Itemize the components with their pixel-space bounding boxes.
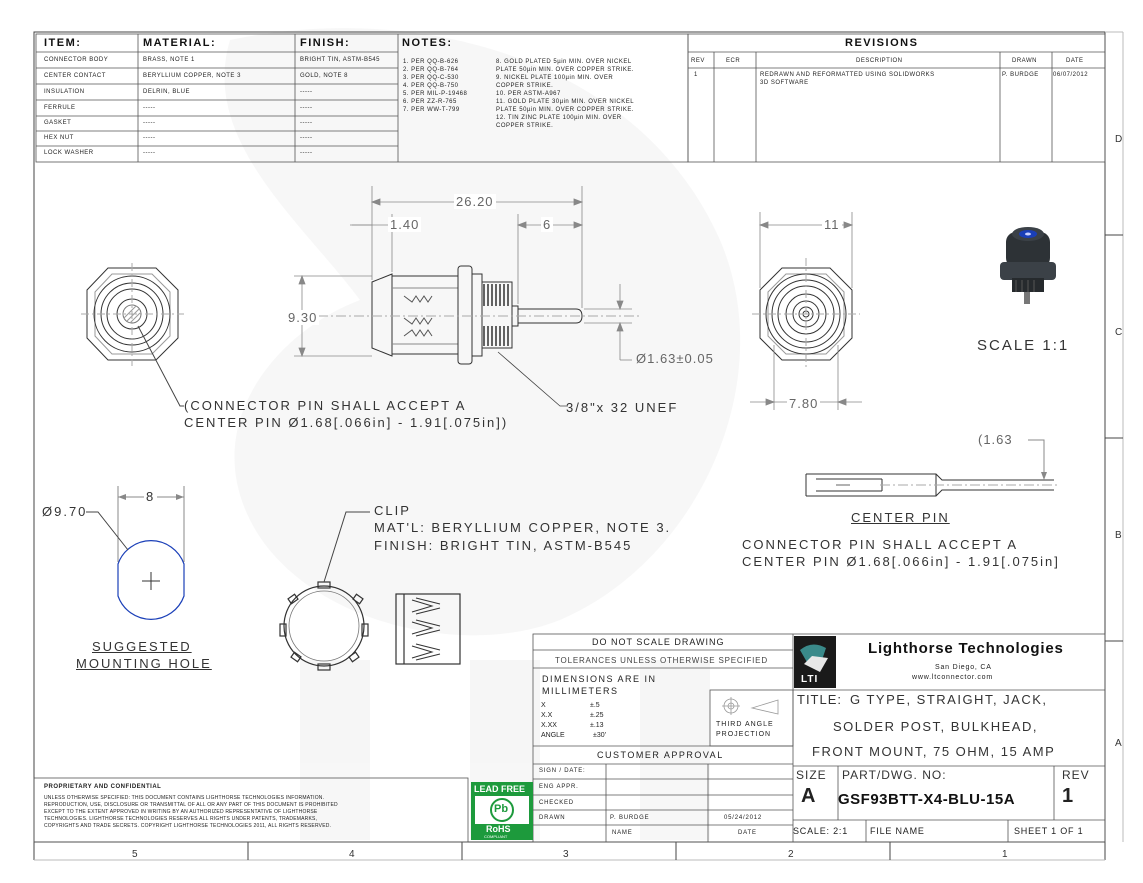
sheet-scale: SCALE: 2:1 (793, 826, 849, 836)
row-finish: ----- (300, 135, 313, 141)
proprietary-line: REPRODUCTION, USE, DISCLOSURE OR TRANSMITTAL OF ALL OR ANY PART OF THIS DOCUMENT IS PROHIBITED (44, 802, 338, 808)
row-item: LOCK WASHER (44, 150, 94, 156)
dims-are-in-2: MILLIMETERS (542, 686, 619, 696)
date-header: DATE (1066, 58, 1084, 64)
rohs-label: RoHS (486, 824, 511, 834)
zone-1: 1 (1002, 849, 1008, 860)
projection-2: PROJECTION (716, 731, 772, 738)
mounting-hole-drawing (86, 486, 184, 619)
front-pin-note-1: (CONNECTOR PIN SHALL ACCEPT A (184, 398, 467, 413)
rev-value-big: 1 (1062, 785, 1074, 807)
dim-thread: 3/8"x 32 UNEF (566, 400, 679, 415)
proprietary-title: PROPRIETARY AND CONFIDENTIAL (44, 784, 162, 790)
dim-hex-width: 11 (824, 217, 840, 232)
header-material: MATERIAL: (143, 37, 217, 49)
size-label: SIZE (796, 768, 827, 782)
front-pin-note-2: CENTER PIN Ø1.68[.066in] - 1.91[.075in]) (184, 415, 509, 430)
description-header: DESCRIPTION (856, 58, 903, 64)
zone-2: 2 (788, 849, 794, 860)
dim-pin-dia: Ø1.63±0.05 (636, 351, 714, 366)
note-line: COPPER STRIKE. (496, 123, 554, 129)
dims-are-in-1: DIMENSIONS ARE IN (542, 674, 657, 684)
note-line: 1. PER QQ-B-626 (403, 59, 459, 65)
proprietary-line: EXCEPT TO THE EXTENT APPROVED IN WRITING BY AN AUTHORIZED REPRESENTATIVE OF LIGHTHORSE (44, 809, 318, 815)
part-number: GSF93BTT-X4-BLU-15A (838, 791, 1016, 808)
dim-front-length: 1.40 (390, 217, 420, 232)
company-city: San Diego, CA (935, 664, 992, 671)
zone-d: D (1115, 134, 1123, 145)
zone-3: 3 (563, 849, 569, 860)
row-item: CONNECTOR BODY (44, 57, 109, 63)
tol-value: ±.25 (590, 712, 604, 719)
zone-b: B (1115, 530, 1122, 541)
part-label: PART/DWG. NO: (842, 768, 947, 782)
drawn-label: DRAWN (539, 815, 566, 821)
name-label: NAME (612, 830, 633, 836)
revisions-title: REVISIONS (845, 37, 919, 49)
note-line: COPPER STRIKE. (496, 83, 554, 89)
dim-hole-flat: 8 (146, 489, 156, 504)
row-finish: ----- (300, 120, 313, 126)
tol-value: ±30' (593, 732, 606, 739)
mounting-hole-title-2: MOUNTING HOLE (76, 656, 212, 671)
dim-flat-width: 7.80 (789, 396, 819, 411)
revisions-grid (688, 34, 1105, 162)
title-line-1: G TYPE, STRAIGHT, JACK, (850, 692, 1048, 707)
dim-height: 9.30 (288, 310, 318, 325)
row-material: BRASS, NOTE 1 (143, 57, 195, 63)
connector-3d-image (1000, 227, 1056, 304)
title-line-2: SOLDER POST, BULKHEAD, (833, 719, 1038, 734)
clip-title: CLIP (374, 503, 411, 518)
note-line: 12. TIN ZINC PLATE 100µin MIN. OVER (496, 115, 622, 121)
front-view (81, 263, 184, 406)
header-item: ITEM: (44, 37, 82, 49)
note-line: 10. PER ASTM-A967 (496, 91, 561, 97)
row-material: ----- (143, 150, 156, 156)
company-url: www.ltconnector.com (912, 674, 993, 681)
dim-pin-length: 6 (543, 217, 552, 232)
zone-5: 5 (132, 849, 138, 860)
header-notes: NOTES: (402, 37, 453, 49)
note-line: 2. PER QQ-B-764 (403, 67, 459, 73)
rev-value: 1 (694, 72, 698, 78)
row-finish: BRIGHT TIN, ASTM-B545 (300, 57, 380, 63)
rohs-pb: Pb (494, 803, 509, 815)
size-value: A (801, 785, 816, 807)
tol-key: X (541, 702, 546, 709)
row-finish: ----- (300, 105, 313, 111)
clip-material: MAT'L: BERYLLIUM COPPER, NOTE 3. (374, 520, 672, 535)
row-finish: ----- (300, 150, 313, 156)
note-line: 4. PER QQ-B-750 (403, 83, 459, 89)
row-item: HEX NUT (44, 135, 74, 141)
row-material: ----- (143, 135, 156, 141)
eng-appr: ENG APPR. (539, 784, 579, 790)
note-line: PLATE 50µin MIN. OVER COPPER STRIKE. (496, 107, 635, 113)
tol-key: ANGLE (541, 732, 565, 739)
note-line: 7. PER WW-T-799 (403, 107, 460, 113)
row-material: DELRIN, BLUE (143, 89, 191, 95)
company-name: Lighthorse Technologies (868, 640, 1064, 657)
mounting-hole-title-1: SUGGESTED (92, 639, 192, 654)
note-line: 11. GOLD PLATE 30µin MIN. OVER NICKEL (496, 99, 635, 105)
note-line: 9. NICKEL PLATE 100µin MIN. OVER (496, 75, 614, 81)
proprietary-line: COPYRIGHTS AND TRADE SECRETS. COPYRIGHT LIGHTHORSE TECHNOLOGIES 2011, ALL RIGHTS RESERVED. (44, 823, 332, 829)
note-line: PLATE 50µin MIN. OVER COPPER STRIKE. (496, 67, 635, 73)
note-line: 8. GOLD PLATED 5µin MIN. OVER NICKEL (496, 59, 632, 65)
tol-value: ±.13 (590, 722, 604, 729)
dim-overall-length: 26.20 (456, 194, 494, 209)
title-label: TITLE: (797, 692, 843, 707)
proprietary-line: UNLESS OTHERWISE SPECIFIED: THIS DOCUMENT CONTAINS LIGHTHORSE TECHNOLOGIES INFORMATION. (44, 795, 325, 801)
rev-drawn: P. BURDGE (1002, 72, 1039, 78)
drawn-by: P. BURDGE (610, 815, 650, 821)
note-line: 3. PER QQ-C-530 (403, 75, 459, 81)
dim-hole-dia: Ø9.70 (42, 504, 88, 519)
row-item: INSULATION (44, 89, 85, 95)
zone-a: A (1115, 738, 1122, 749)
zone-4: 4 (349, 849, 355, 860)
tol-key: X.XX (541, 722, 557, 729)
dim-pin-ref: (1.63 (978, 432, 1013, 447)
header-finish: FINISH: (300, 37, 351, 49)
proprietary-line: TECHNOLOGIES. LIGHTHORSE TECHNOLOGIES RESERVES ALL RIGHTS UNDER PATENTS, TRADEMARKS, (44, 816, 318, 822)
rev-description-1: REDRAWN AND REFORMATTED USING SOLIDWORKS (760, 72, 935, 78)
tol-value: ±.5 (590, 702, 600, 709)
row-item: FERRULE (44, 105, 76, 111)
rev-label: REV (1062, 768, 1090, 782)
sheet-count: SHEET 1 OF 1 (1014, 826, 1084, 836)
rohs-top: LEAD FREE (474, 784, 526, 794)
scale-label: SCALE 1:1 (977, 337, 1070, 354)
rev-description-2: 3D SOFTWARE (760, 80, 809, 86)
zone-c: C (1115, 327, 1123, 338)
center-pin-drawing (806, 440, 1060, 496)
drawn-date: 05/24/2012 (724, 815, 763, 821)
center-pin-note-1: CONNECTOR PIN SHALL ACCEPT A (742, 537, 1019, 552)
row-finish: GOLD, NOTE 8 (300, 73, 349, 79)
rear-view (752, 258, 860, 370)
do-not-scale: DO NOT SCALE DRAWING (592, 637, 725, 647)
row-item: CENTER CONTACT (44, 73, 106, 79)
rohs-sub: COMPLIANT (484, 834, 508, 839)
file-name-label: FILE NAME (870, 826, 925, 836)
row-material: ----- (143, 120, 156, 126)
tolerances-label: TOLERANCES UNLESS OTHERWISE SPECIFIED (555, 656, 768, 665)
row-material: ----- (143, 105, 156, 111)
sign-date: SIGN / DATE: (539, 768, 586, 774)
customer-approval: CUSTOMER APPROVAL (597, 750, 724, 760)
rev-date: 06/07/2012 (1053, 72, 1089, 78)
tol-key: X.X (541, 712, 553, 719)
note-line: 5. PER MIL-P-19468 (403, 91, 468, 97)
row-finish: ----- (300, 89, 313, 95)
center-pin-title: CENTER PIN (851, 510, 950, 525)
clip-finish: FINISH: BRIGHT TIN, ASTM-B545 (374, 538, 633, 553)
date-label: DATE (738, 830, 757, 836)
center-pin-note-2: CENTER PIN Ø1.68[.066in] - 1.91[.075in] (742, 554, 1060, 569)
title-line-3: FRONT MOUNT, 75 OHM, 15 AMP (812, 744, 1056, 759)
ecr-header: ECR (726, 58, 741, 64)
checked: CHECKED (539, 800, 574, 806)
drawn-header: DRAWN (1012, 58, 1037, 64)
note-line: 6. PER ZZ-R-765 (403, 99, 457, 105)
row-item: GASKET (44, 120, 72, 126)
projection-1: THIRD ANGLE (716, 721, 774, 728)
rev-header: REV (691, 58, 705, 64)
logo-text: LTI (801, 674, 819, 685)
row-material: BERYLLIUM COPPER, NOTE 3 (143, 73, 241, 79)
